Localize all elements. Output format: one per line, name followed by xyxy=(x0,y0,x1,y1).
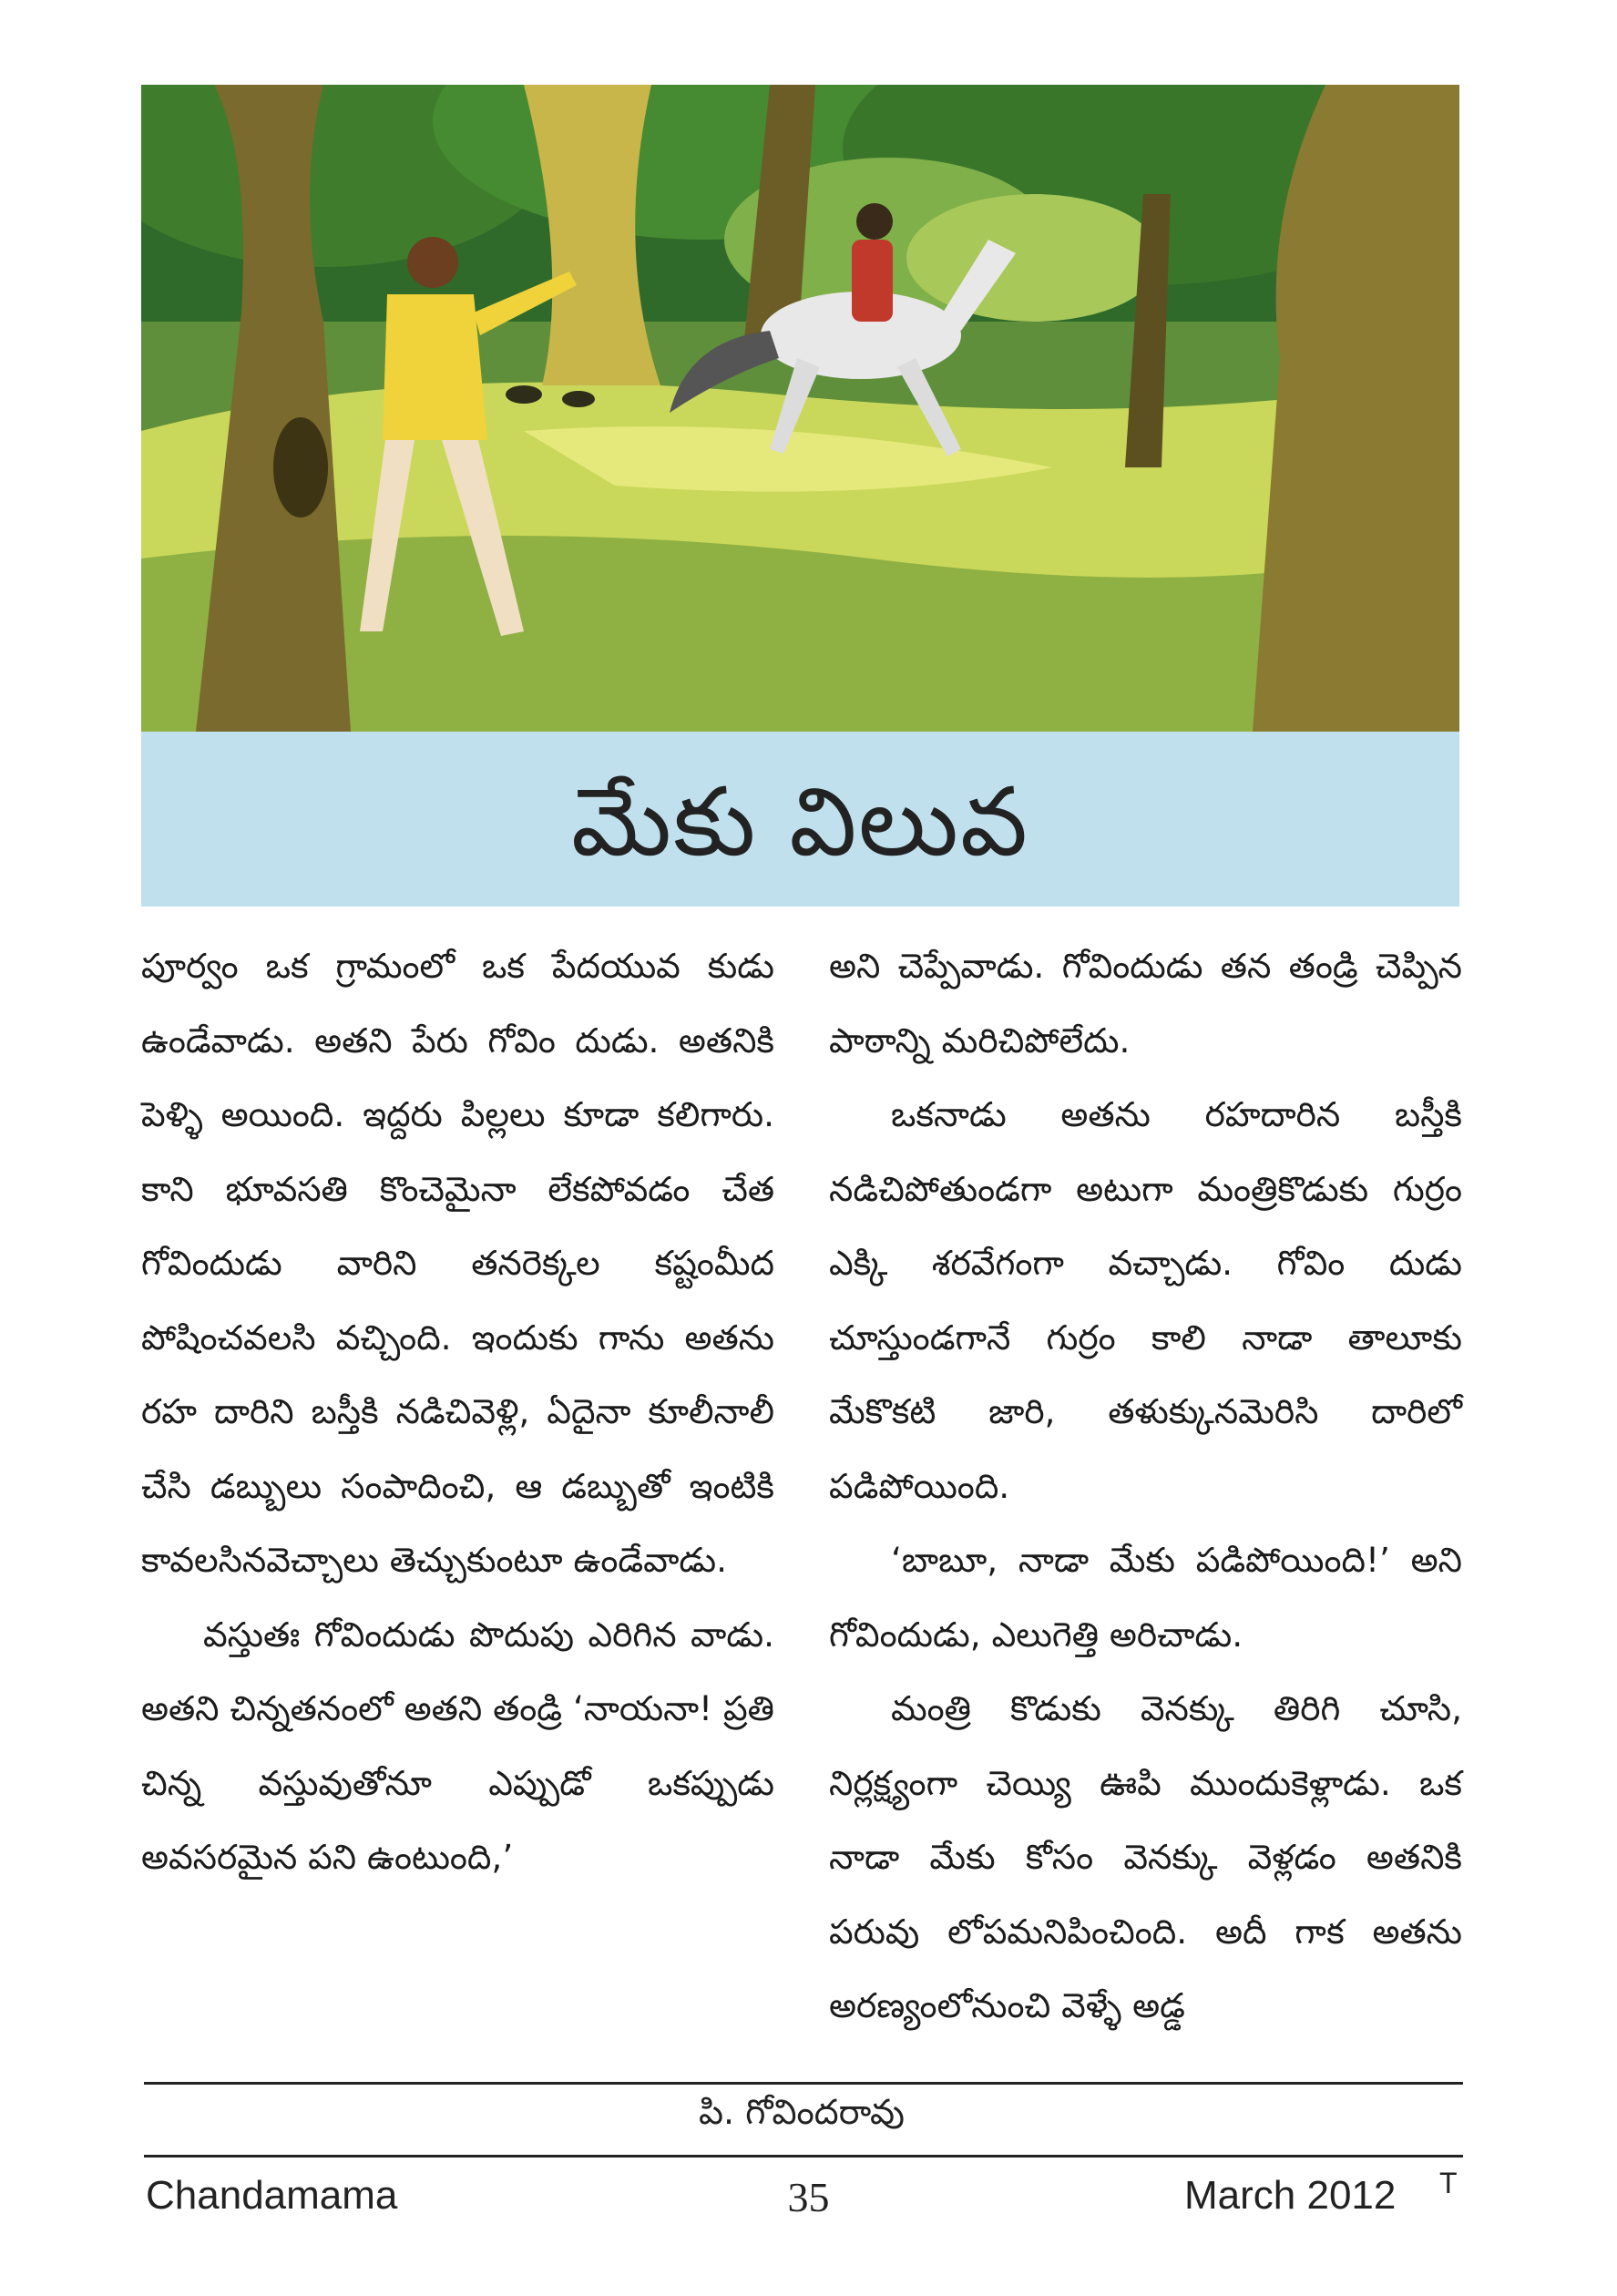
forest-scene-image xyxy=(141,85,1459,732)
title-band xyxy=(141,732,1459,907)
story-illustration xyxy=(141,85,1459,732)
column-right xyxy=(829,929,1462,2044)
issue-date: March 2012 xyxy=(1184,2173,1397,2218)
page-number: 35 xyxy=(787,2174,830,2220)
paragraph: వస్తుతః గోవిందుడు పొదుపు ఎరిగిన వాడు. అతని చిన్నతనంలో అతని తండ్రి ‘నాయనా! ప్రతి చిన్న వస్తువుతోనూ ఎప్పుడో ఒకప్పుడు అవసరమైన పని ఉంటుంది,’ xyxy=(141,1614,774,1877)
paragraph: అని చెప్పేవాడు. గోవిందుడు తన తండ్రి చెప్పిన పాఠాన్ని మరిచిపోలేదు. xyxy=(829,946,1462,1061)
paragraph: ‘బాబూ, నాడా మేకు పడిపోయింది!’ అని గోవిందుడు, ఎలుగెత్తి అరిచాడు. xyxy=(829,1540,1462,1655)
divider-line xyxy=(144,2082,1463,2085)
magazine-name: Chandamama xyxy=(146,2173,398,2218)
footer-mark: T xyxy=(1439,2167,1458,2199)
story-body xyxy=(141,929,1462,2064)
paragraph: ఒకనాడు అతను రహదారిన బస్తీకి నడిచిపోతుండగా అటుగా మంత్రికొడుకు గుర్రం ఎక్కి శరవేగంగా వచ్చాడు. గోవిం దుడు చూస్తుండగానే గుర్రం కాలి నాడా తాలూకు మేకొకటి జారి, తళుక్కునమెరిసి దారిలో పడిపోయింది. xyxy=(829,1094,1462,1506)
divider-line xyxy=(144,2155,1463,2158)
paragraph: పూర్వం ఒక గ్రామంలో ఒక పేదయువ కుడు ఉండేవాడు. అతని పేరు గోవిం దుడు. అతనికి పెళ్ళి అయింది. ఇద్దరు పిల్లలు కూడా కలిగారు. కాని భూవసతి కొంచెమైనా లేకపోవడం చేత గోవిందుడు వారిని తనరెక్కల కష్టంమీద పోషించవలసి వచ్చింది. ఇందుకు గాను అతను రహ దారిని బస్తీకి నడిచివెళ్లి, ఏదైనా కూలీనాలీ చేసి డబ్బులు సంపాదించి, ఆ డబ్బుతో ఇంటికి కావలసినవెచ్చాలు తెచ్చుకుంటూ ఉండేవాడు. xyxy=(141,946,774,1580)
story-title: మేకు విలువ xyxy=(571,766,1029,877)
paragraph: మంత్రి కొడుకు వెనక్కు తిరిగి చూసి, నిర్లక్ష్యంగా చెయ్యి ఊపి ముందుకెళ్లాడు. ఒక నాడా మేకు కోసం వెనక్కు వెళ్లడం అతనికి పరువు లోపమనిపించింది. అదీ గాక అతను అరణ్యంలోనుంచి వెళ్ళే అడ్డ xyxy=(829,1688,1462,2025)
column-left xyxy=(141,929,774,1895)
author-name: పి. గోవిందరావు xyxy=(699,2092,905,2132)
